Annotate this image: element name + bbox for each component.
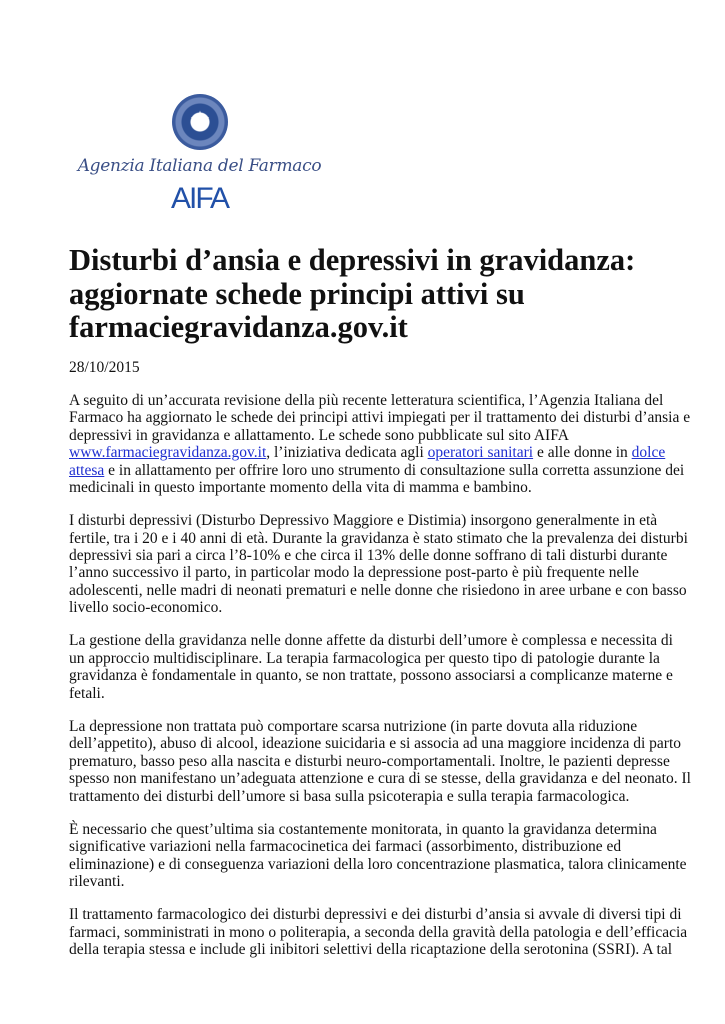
text-segment: A seguito di un’accurata revisione della più recente letteratura scientifica, l’Agenzia Italiana del [69,392,664,409]
paragraph-line [69,821,709,838]
title-line: Disturbi d’ansia e depressivi in gravidanza: [69,243,636,277]
text-segment: depressivi in gravidanza e allattamento. Le schede sono pubblicate sul sito AIFA [69,426,569,444]
text-segment: La depressione non trattata può comportare scarsa nutrizione (in parte dovuta alla riduzione [69,717,638,735]
article-paragraph [69,821,709,891]
text-segment: , l’iniziativa dedicata agli [266,444,428,462]
article-body [69,392,709,974]
paragraph-line [69,479,709,496]
text-segment: livello socio-economico. [69,599,223,617]
article-paragraph [69,392,709,496]
text-segment: rilevanti. [69,872,125,890]
paragraph-line [69,735,709,752]
article-title [69,244,689,345]
text-segment: eliminazione) e di conseguenza variazioni della loro concentrazione plasmatica, talora clinicamente [69,855,687,873]
text-segment: farmaci, somministrati in mono o politerapia, a seconda della gravità della patologia e dell’efficacia [69,923,688,941]
paragraph-line [69,667,709,684]
paragraph-line [69,770,709,787]
paragraph-line [69,547,709,564]
paragraph-line [69,530,709,547]
text-segment: prematuro, basso peso alla nascita e disturbi neuro-comportamentali. Inoltre, le pazienti depresse [69,752,670,770]
paragraph-line [69,599,709,616]
text-segment: fertile, tra i 20 e i 40 anni di età. Durante la gravidanza è stato stimato che la prevalenza dei disturbi [69,529,688,547]
inline-link[interactable]: operatori sanitari [427,444,534,462]
paragraph-line [69,632,709,649]
paragraph-line [69,462,709,479]
paragraph-line [69,941,709,958]
article-paragraph [69,632,709,702]
text-segment: della terapia stessa e include gli inibitori selettivi della ricaptazione della serotonina (SSRI). A tal [69,940,673,958]
text-segment: un approccio multidisciplinare. La terapia farmacologica per questo tipo di patologie durante la [69,649,660,667]
paragraph-line [69,427,709,444]
text-segment: I disturbi depressivi (Disturbo Depressivo Maggiore e Distimia) insorgono generalmente in età [69,512,658,530]
text-segment: dell’appetito), abuso di alcool, ideazione suicidaria e si associa ad una maggiore incidenza di parto [69,735,682,753]
text-segment: adolescenti, nelle madri di neonati prematuri e nelle donne che risiedono in aree urbane e con basso [69,581,687,599]
inline-link[interactable]: attesa [69,461,105,479]
text-segment: Il trattamento farmacologico dei disturbi depressivi e dei disturbi d’ansia si avvale di diversi tipi di [69,906,682,924]
text-segment: gravidanza è fondamentale in quanto, se non trattate, possono associarsi a complicanze materne e [69,667,673,685]
paragraph-line [69,444,709,461]
article-date: 28/10/2015 [69,359,140,376]
text-segment: fetali. [69,684,105,702]
paragraph-line [69,873,709,890]
agency-acronym: AIFA [170,182,229,215]
paragraph-line [69,924,709,941]
paragraph-line [69,718,709,735]
article-paragraph [69,718,709,805]
text-segment: e in allattamento per offrire loro uno strumento di consultazione sulla corretta assunzione dei [104,461,685,479]
text-segment: significative variazioni nella farmacocinetica dei farmaci (assorbimento, distribuzione ed [69,838,622,856]
text-segment: La gestione della gravidanza nelle donne affette da disturbi dell’umore è complessa e necessita di [69,632,673,650]
text-segment: È necessario che quest’ultima sia costantemente monitorata, in quanto la gravidanza determina [69,820,657,838]
inline-link[interactable]: www.farmaciegravidanza.gov.it [69,444,267,462]
paragraph-line [69,409,709,426]
paragraph-line [69,906,709,923]
paragraph-line [69,856,709,873]
title-line: aggiornate schede principi attivi su [69,276,525,311]
paragraph-line [69,650,709,667]
text-segment: Farmaco ha aggiornato le schede dei principi attivi impiegati per il trattamento dei disturbi d’ansia e [69,409,691,427]
aifa-logo [72,90,327,220]
text-segment: medicinali in questo importante momento della vita di mamma e bambino. [69,479,532,497]
paragraph-line [69,788,709,805]
paragraph-line [69,392,709,409]
paragraph-line [69,685,709,702]
inline-link[interactable]: dolce [631,444,666,462]
paragraph-line [69,564,709,581]
text-segment: e alle donne in [533,444,632,462]
title-line: farmaciegravidanza.gov.it [69,310,408,344]
text-segment: trattamento dei disturbi dell’umore si basa sulla psicoterapia e sulla terapia farmacologica. [69,787,630,805]
text-segment: spesso non manifestano un’adeguata attenzione e cura di se stesse, della gravidanza e del neonato. Il [69,770,691,788]
paragraph-line [69,753,709,770]
paragraph-line [69,838,709,855]
text-segment: depressivi sia pari a circa l’8-10% e che circa il 13% delle donne soffrano di tali disturbi durante [69,547,668,565]
paragraph-line [69,582,709,599]
paragraph-line [69,512,709,529]
agency-name: Agenzia Italiana del Farmaco [77,156,322,176]
article-paragraph [69,906,709,958]
article-paragraph [69,512,709,616]
star-emblem-icon: ★ [172,94,228,150]
text-segment: l’anno successivo il parto, in particolar modo la depressione post-parto è più frequente nelle [69,564,639,582]
